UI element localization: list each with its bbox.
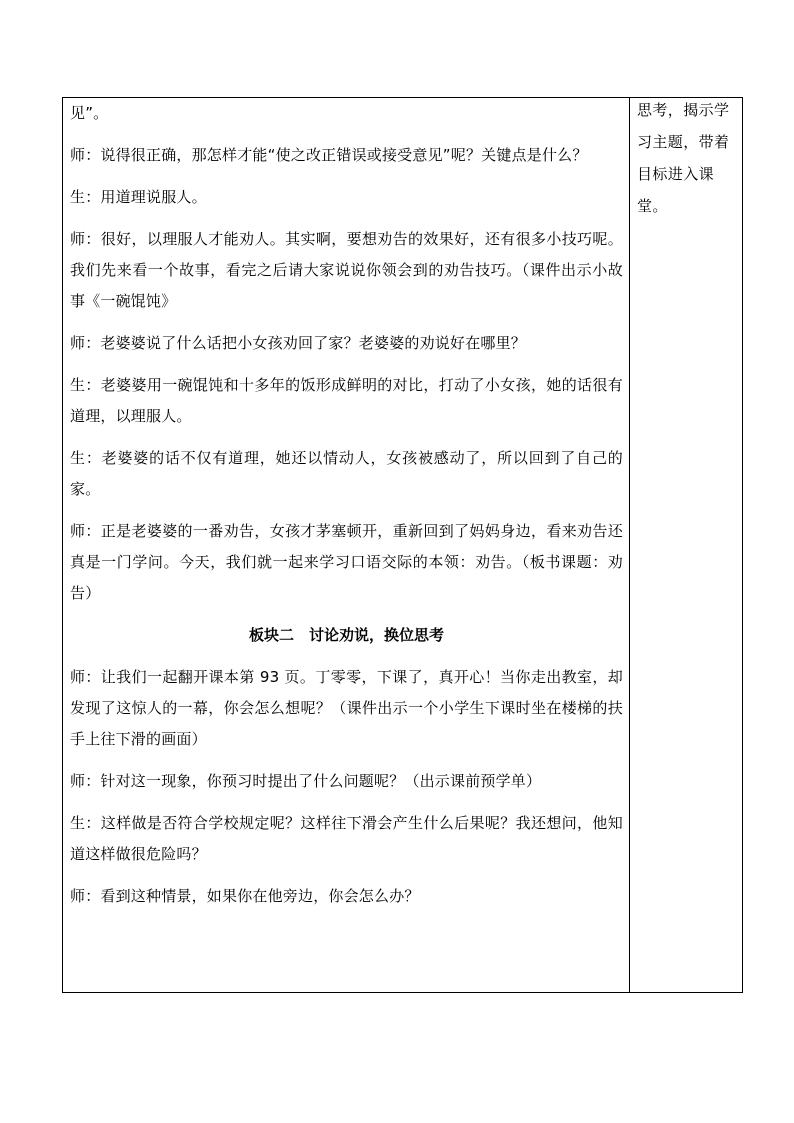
section-heading: 板块二 讨论劝说，换位思考 [248, 626, 444, 644]
teacher-paragraph: 师：针对这一现象，你预习时提出了什么问题呢？（出示课前预学单） [70, 772, 542, 790]
design-intent-note: 思考，揭示学习主题，带着目标进入课堂。 [637, 101, 730, 215]
student-paragraph: 生：老婆婆的话不仅有道理，她还以情动人，女孩被感动了，所以回到了自己的家。 [70, 449, 623, 498]
teacher-paragraph: 师：老婆婆说了什么话把小女孩劝回了家？老婆婆的劝说好在哪里？ [70, 334, 527, 352]
teacher-paragraph: 师：很好，以理服人才能劝人。其实啊，要想劝告的效果好，还有很多小技巧呢。我们先来看一个故事，看完之后请大家说说你领会到的劝告技巧。（课件出示小故事《一碗馄饨》 [70, 230, 623, 310]
design-intent-cell [637, 97, 737, 222]
column-divider [629, 97, 630, 993]
teacher-paragraph: 师：正是老婆婆的一番劝告，女孩才茅塞顿开，重新回到了妈妈身边，看来劝告还真是一门学问。今天，我们就一起来学习口语交际的本领：劝告。（板书课题：劝告） [70, 522, 623, 602]
lesson-content-cell [70, 97, 623, 912]
student-paragraph: 生：这样做是否符合学校规定呢？这样往下滑会产生什么后果呢？我还想问，他知道这样做很危险吗？ [70, 814, 623, 863]
teacher-paragraph: 师：看到这种情景，如果你在他旁边，你会怎么办？ [70, 887, 420, 905]
teacher-paragraph: 师：让我们一起翻开课本第 93 页。丁零零，下课了，真开心！当你走出教室，却发现了这惊人的一幕，你会怎么想呢？（课件出示一个小学生下课时坐在楼梯的扶手上往下滑的画面） [70, 668, 623, 748]
teacher-paragraph: 师：说得很正确，那怎样才能“使之改正错误或接受意见”呢？关键点是什么？ [70, 146, 588, 164]
student-paragraph: 生：老婆婆用一碗馄饨和十多年的饭形成鲜明的对比，打动了小女孩，她的话很有道理，以理服人。 [70, 376, 623, 425]
student-paragraph: 生：用道理说服人。 [70, 188, 207, 206]
paragraph-continuation: 见”。 [70, 104, 109, 122]
